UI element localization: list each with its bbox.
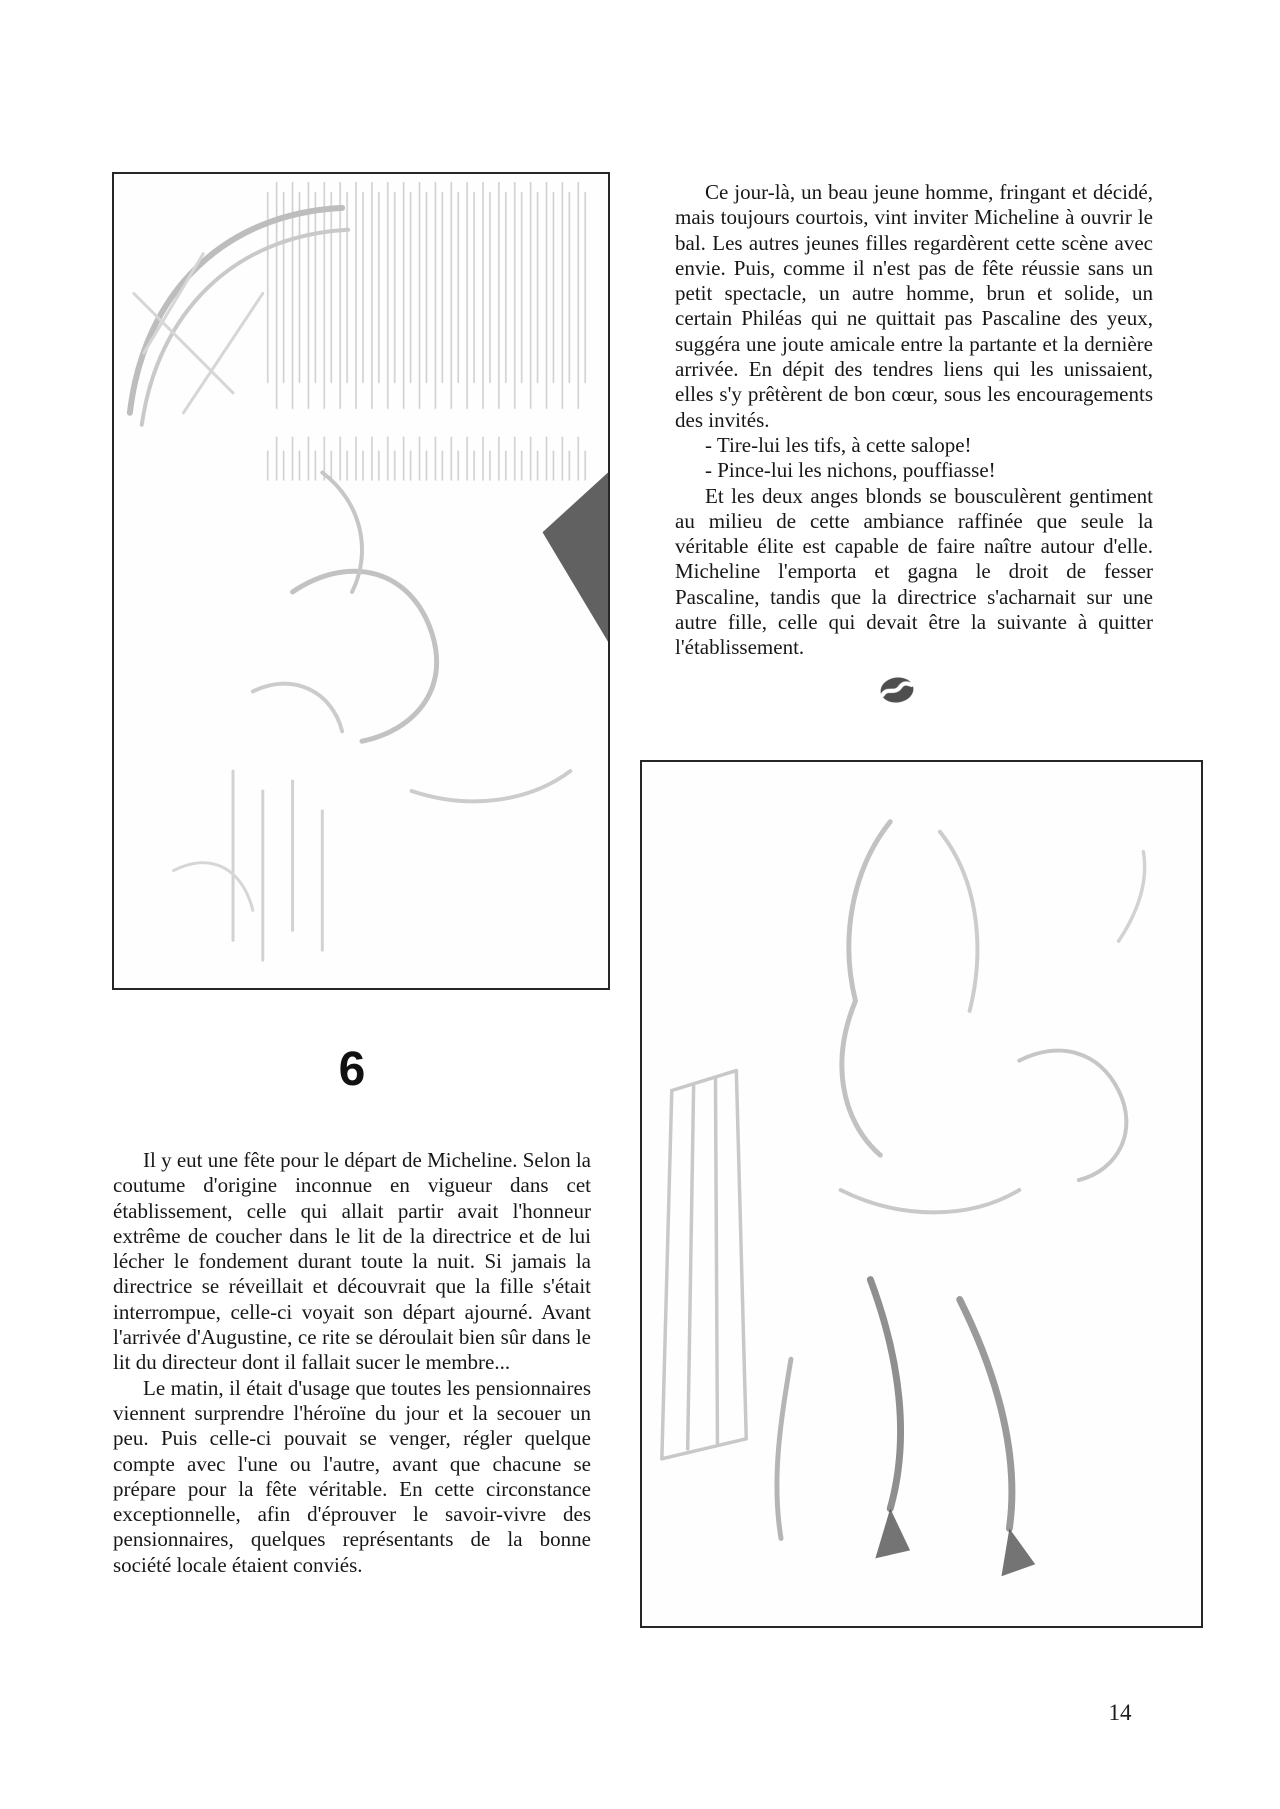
page-number: 14 [1108,1700,1132,1725]
illustration-top-left [112,172,610,990]
illustration-bottom-right [640,760,1203,1628]
dialogue-line: - Pince-lui les nichons, pouffiasse! [705,458,996,483]
line-art-placeholder [114,174,608,988]
right-text-column [675,180,1153,661]
chapter-number: 6 [338,1043,366,1096]
left-text-column [113,1148,591,1578]
dialogue-line: - Tire-lui les tifs, à cette salope! [705,432,972,457]
paragraph: Il y eut une fête pour le départ de Micheline. Selon la coutume d'origine inconnue en vigueur dans cet établissement, celle qui allait partir avait l'honneur extrême de coucher dans le lit de la directrice et de lui lécher le fondement durant toute la nuit. Si jamais la directrice se réveillait et découvrait que la fille s'était interrompue, celle-ci voyait son départ ajourné. Avant l'arrivée d'Augustine, ce rite se déroulait bien sûr dans le lit du directeur dont il fallait sucer le membre... [113,1148,591,1375]
line-art-placeholder [642,762,1201,1626]
paragraph: Et les deux anges blonds se bousculèrent gentiment au milieu de cette ambiance raffinée que seule la véritable élite est capable de faire naître autour d'elle. Micheline l'emporta et gagna le droit de fesser Pascaline, tandis que la directrice s'acharnait sur une autre fille, celle qui devait être la suivante à quitter l'établissement. [675,483,1153,660]
paragraph: Le matin, il était d'usage que toutes les pensionnaires viennent surprendre l'héroïne du jour et la secouer un peu. Puis celle-ci pouvait se venger, régler quelque compte avec l'une ou l'autre, avant que chacune se prépare pour la fête véritable. En cette circonstance exceptionnelle, afin d'éprouver le savoir-vivre des pensionnaires, quelques représentants de la bonne société locale étaient conviés. [113,1375,591,1577]
paragraph: Ce jour-là, un beau jeune homme, fringant et décidé, mais toujours courtois, vint inviter Micheline à ouvrir le bal. Les autres jeunes filles regardèrent cette scène avec envie. Puis, comme il n'est pas de fête réussie sans un petit spectacle, un autre homme, brun et solide, un certain Philéas qui ne quittait pas Pascaline des yeux, suggéra une joute amicale entre la partante et la dernière arrivée. En dépit des tendres liens qui les unissaient, elles s'y prêtèrent de bon cœur, sous les encouragements des invités. [675,180,1153,432]
bean-ornament-icon [876,672,918,709]
